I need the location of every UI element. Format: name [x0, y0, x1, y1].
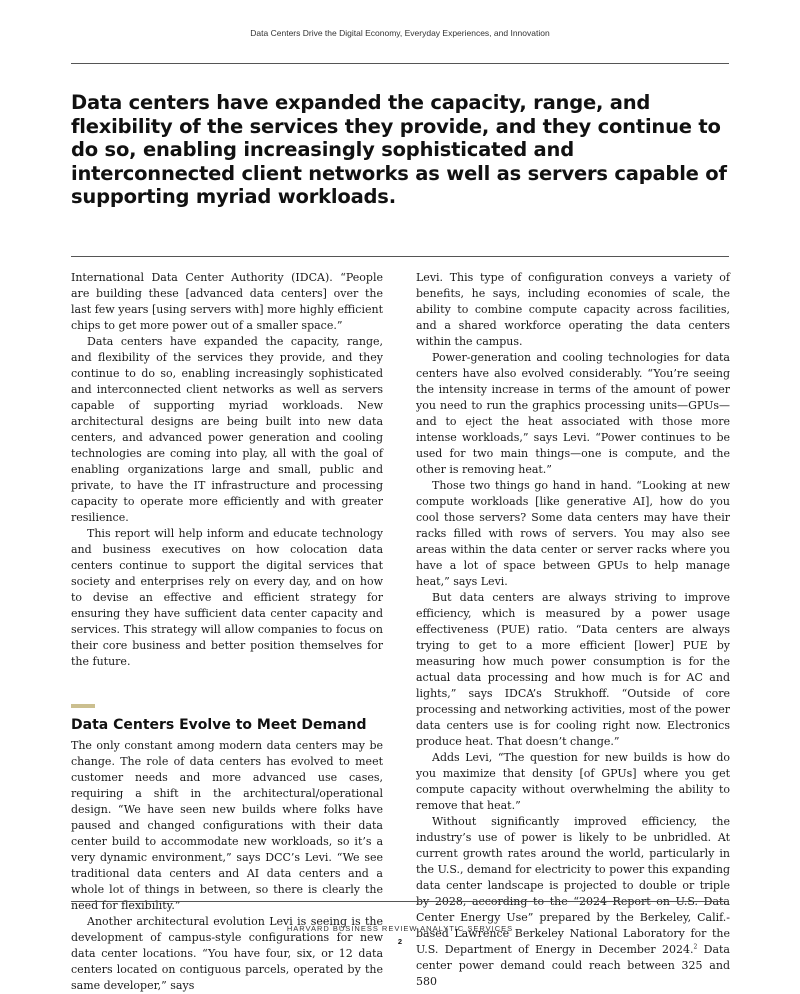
body-paragraph: Power-generation and cooling technologies for data centers have also evolved considerably. “You’re seeing the intensity increase in terms of the amount of power you need to run the graphics processing units—GPUs—and to eject the heat associated with those more intense workloads,” says Levi. “Power continues to be used for two main things—one is compute, and the other is removing heat.” — [416, 351, 730, 476]
body-paragraph: Levi. This type of configuration conveys a variety of benefits, he says, including economies of scale, the ability to combine compute capacity across facilities, and a shared workforce operating the data centers within the campus. — [416, 271, 730, 348]
paragraph-continuation: Data center power demand could reach between 325 and 580 — [416, 943, 730, 988]
footer-publisher: HARVARD BUSINESS REVIEW ANALYTIC SERVICES — [286, 924, 514, 933]
footnote-reference[interactable]: 2 — [693, 943, 698, 951]
page-number: 2 — [397, 937, 403, 946]
body-paragraph: Data centers have expanded the capacity, range, and flexibility of the services they provide, and they continue to do so, enabling increasingly sophisticated and interconnected client networks as well as servers capable of supporting myriad workloads. New architectural designs are being built into new data centers, and advanced power generation and cooling technologies are coming into play, all with the goal of enabling organizations large and small, public and private, to have the IT infrastructure and processing capacity to operate more efficiently and with greater resilience. — [71, 335, 383, 524]
top-rule — [71, 63, 729, 64]
body-paragraph: Another architectural evolution Levi is seeing is the development of campus-style configurations for new data center locations. “You have four, six, or 12 data centers located on contiguous parcels, operated by the same developer,” says — [71, 915, 383, 992]
body-paragraph: The only constant among modern data centers may be change. The role of data centers has evolved to meet customer needs and more advanced use cases, requiring a shift in the architectural/operational design. “We have seen new builds where folks have paused and changed configurations with their data center build to accommodate new workloads, so it’s a very dynamic environment,” says DCC’s Levi. “We see traditional data centers and AI data centers and a whole lot of things in between, so there is clearly the need for flexibility.” — [71, 739, 383, 912]
body-paragraph: This report will help inform and educate technology and business executives on how colocation data centers continue to support the digital services that society and enterprises rely on every day, and on how to devise an effective and efficient strategy for ensuring they have sufficient data center capacity and services. This strategy will allow companies to focus on their core business and better position themselves for the future. — [71, 527, 383, 668]
body-paragraph: But data centers are always striving to improve efficiency, which is measured by a power usage effectiveness (PUE) ratio. “Data centers are always trying to get to a more efficient [lower] PUE by measuring how much power consumption is for the actual data processing and how much is for AC and lights,” says IDCA’s Strukhoff. “Outside of core processing and networking activities, most of the power data centers use is for cooling right now. Electronics produce heat. That doesn’t change.” — [416, 591, 730, 748]
footer-rule — [71, 901, 729, 902]
body-paragraph: International Data Center Authority (IDCA). “People are building these [advanced data centers] over the last few years [using servers with] more highly efficient chips to get more power out of a smaller space.” — [71, 271, 383, 332]
section-accent-bar — [71, 704, 95, 708]
pull-quote-rule — [71, 256, 729, 257]
paragraph-text: Without significantly improved efficiency, the industry’s use of power is likely to be unbridled. At current growth rates around the world, particularly in the U.S., demand for electricity to power this expanding data center landscape is projected to double or triple by 2028, according to the “2024 Report on U.S. Data Center Energy Use” prepared by the Berkeley, Calif.-based Lawrence Berkeley National Laboratory for the U.S. Department of Energy in December 2024. — [416, 815, 730, 956]
section-heading: Data Centers Evolve to Meet Demand — [71, 717, 367, 733]
body-paragraph: Adds Levi, “The question for new builds is how do you maximize that density [of GPUs] where you get compute capacity without overwhelming the ability to remove that heat.” — [416, 751, 730, 812]
right-column — [416, 270, 730, 990]
pull-quote: Data centers have expanded the capacity, range, and flexibility of the services they provide, and they continue to do so, enabling increasingly sophisticated and interconnected client networks as well as servers capable of supporting myriad workloads. — [71, 91, 727, 208]
running-head: Data Centers Drive the Digital Economy, Everyday Experiences, and Innovation — [250, 28, 550, 38]
body-paragraph — [416, 814, 730, 990]
left-column — [71, 270, 383, 994]
body-paragraph: Those two things go hand in hand. “Looking at new compute workloads [like generative AI], how do you cool those servers? Some data centers may have their racks filled with rows of servers. You may also see areas within the data center or server racks where you have a lot of space between GPUs to help manage heat,” says Levi. — [416, 479, 730, 588]
